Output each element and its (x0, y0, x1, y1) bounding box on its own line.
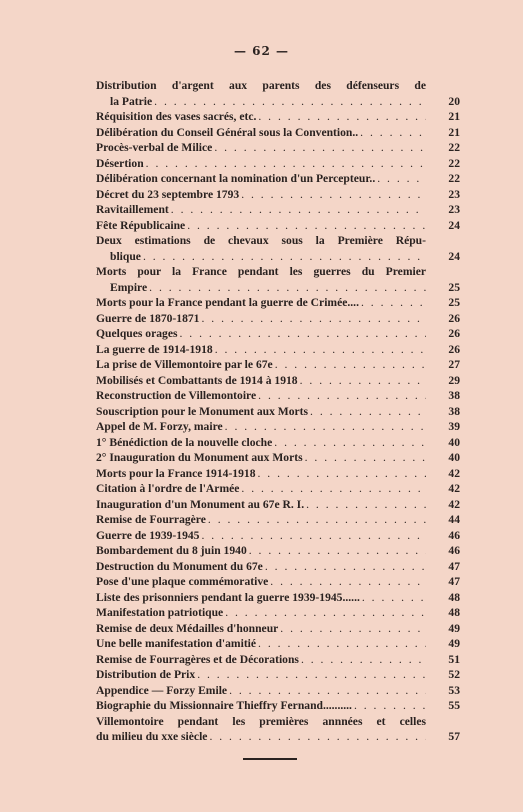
toc-entry-page: 22 (448, 172, 460, 185)
toc-entry-page: 22 (448, 156, 460, 170)
toc-entry (96, 435, 460, 451)
dot-leader (143, 249, 426, 265)
dot-leader (179, 326, 426, 342)
toc-entry-title: Distribution de Prix (96, 668, 196, 681)
toc-entry-page: 49 (448, 637, 460, 650)
toc-entry (96, 481, 460, 497)
toc-entry-title: Bombardement du 8 juin 1940 (96, 544, 247, 557)
toc-entry-title: Manifestation patriotique (96, 606, 224, 619)
toc-entry-title-line: Morts pour la France pendant les guerres du Premier (96, 265, 426, 278)
toc-entry-page: 20 (448, 94, 460, 108)
toc-entry-page: 42 (448, 482, 460, 495)
dot-leader (354, 698, 426, 714)
toc-entry-title: Mobilisés et Combattants de 1914 à 1918 (96, 373, 298, 387)
toc-entry-title: Ravitaillement (96, 203, 169, 216)
dot-leader (377, 171, 426, 187)
toc-entry-title: Procès-verbal de Milice (96, 141, 213, 154)
toc-entry (96, 388, 460, 404)
dot-leader (249, 543, 426, 559)
toc-entry-page: 47 (448, 575, 460, 588)
toc-entry-title: Pose d'une plaque commémorative (96, 575, 269, 588)
toc-entry-title: Citation à l'ordre de l'Armée (96, 482, 240, 495)
toc-entry-title-line: Villemontoire pendant les premières annnées et celles (96, 714, 426, 728)
dot-leader (225, 605, 426, 621)
toc-entry-title: Empire (110, 280, 148, 294)
dot-leader (187, 218, 426, 234)
toc-entry-page: 42 (448, 497, 460, 511)
toc-entry (96, 357, 460, 373)
dot-leader (229, 683, 426, 699)
toc-entry-page: 25 (448, 296, 460, 309)
toc-entry (96, 187, 460, 203)
toc-entry (96, 559, 460, 575)
dot-leader (225, 419, 426, 435)
dot-leader (258, 466, 427, 482)
dot-leader (197, 667, 426, 683)
toc-entry (96, 543, 460, 559)
dot-leader (241, 481, 426, 497)
dot-leader (209, 729, 426, 745)
toc-entry-title: Inauguration d'un Monument au 67e R. I. (96, 497, 305, 511)
toc-entry (96, 450, 460, 466)
toc-entry (96, 497, 460, 513)
toc-entry (96, 419, 460, 435)
toc-entry-page: 47 (448, 559, 460, 573)
toc-entry-title-line: Distribution d'argent aux parents des défenseurs de (96, 79, 426, 92)
toc-entry (96, 326, 460, 342)
toc-entry-page: 26 (448, 327, 460, 340)
dot-leader (310, 404, 426, 420)
toc-entry (96, 636, 460, 652)
toc-entry (96, 512, 460, 528)
toc-entry-page: 29 (448, 373, 460, 387)
dot-leader (360, 125, 426, 141)
toc-entry-page: 26 (448, 311, 460, 325)
toc-entry-page: 57 (448, 730, 460, 743)
toc-entry (96, 78, 460, 109)
toc-entry-page: 40 (448, 451, 460, 464)
toc-entry-page: 22 (448, 141, 460, 154)
toc-entry (96, 590, 460, 606)
closing-rule (243, 758, 297, 760)
toc-entry-page: 26 (448, 342, 460, 356)
toc-entry (96, 295, 460, 311)
toc-entry-title-line: Deux estimations de chevaux sous la Première Répu- (96, 234, 426, 247)
dot-leader (258, 109, 426, 125)
toc-entry (96, 466, 460, 482)
toc-entry-page: 21 (448, 110, 460, 123)
toc-entry-title: Souscription pour le Monument aux Morts (96, 404, 309, 418)
toc-entry (96, 621, 460, 637)
dot-leader (306, 497, 426, 513)
dot-leader (301, 652, 426, 668)
toc-entry-page: 46 (448, 544, 460, 557)
toc-entry-page: 40 (448, 435, 460, 449)
toc-entry-title: Appel de M. Forzy, maire (96, 420, 223, 433)
toc-entry-page: 24 (448, 249, 460, 263)
toc-entry-page: 49 (448, 621, 460, 635)
page-number: — 62 — (233, 44, 290, 58)
toc-entry-page: 52 (448, 668, 460, 681)
toc-entry (96, 218, 460, 234)
toc-entry-page: 27 (448, 358, 460, 371)
dot-leader (274, 435, 426, 451)
dot-leader (241, 187, 426, 203)
dot-leader (275, 357, 426, 373)
toc-entry (96, 698, 460, 714)
toc-entry (96, 109, 460, 125)
toc-entry-title: 2° Inauguration du Monument aux Morts (96, 451, 303, 464)
dot-leader (208, 512, 426, 528)
toc-entry-page: 25 (448, 280, 460, 294)
dot-leader (171, 202, 426, 218)
toc-entry-page: 48 (448, 606, 460, 619)
toc-entry-page: 53 (448, 683, 460, 697)
toc-entry (96, 574, 460, 590)
toc-entry-title: Une belle manifestation d'amitié (96, 637, 257, 650)
toc-entry-title: Appendice — Forzy Emile (96, 683, 228, 697)
toc-entry (96, 714, 460, 745)
toc-entry-title: blique (110, 249, 141, 263)
dot-leader (270, 574, 426, 590)
toc-entry-title: Guerre de 1870-1871 (96, 311, 200, 325)
toc-entry-title: du milieu du xxe siècle (96, 730, 208, 743)
toc-entry-title: Décret du 23 septembre 1793 (96, 187, 240, 201)
toc-entry (96, 404, 460, 420)
toc-entry-page: 24 (448, 218, 460, 232)
toc-entry-title: Guerre de 1939-1945 (96, 528, 200, 542)
toc-entry-title: Reconstruction de Villemontoire (96, 389, 257, 402)
toc-entry-page: 23 (448, 187, 460, 201)
dot-leader (154, 94, 426, 110)
toc-entry-title: Remise de deux Médailles d'honneur (96, 621, 279, 635)
toc-entry-title: Réquisition des vases sacrés, etc. (96, 110, 257, 123)
toc-entry (96, 171, 460, 187)
table-of-contents (96, 78, 460, 745)
toc-entry (96, 311, 460, 327)
toc-entry (96, 156, 460, 172)
toc-entry-title: Délibération du Conseil Général sous la Convention.. (96, 125, 359, 139)
dot-leader (300, 373, 426, 389)
toc-entry-page: 44 (448, 513, 460, 526)
toc-entry-page: 42 (448, 466, 460, 480)
toc-entry (96, 667, 460, 683)
toc-entry-page: 48 (448, 590, 460, 604)
toc-entry-title: la Patrie (110, 94, 153, 108)
toc-entry-page: 46 (448, 528, 460, 542)
toc-entry-title: Biographie du Missionnaire Thieffry Fernand.......... (96, 699, 352, 712)
toc-entry (96, 125, 460, 141)
toc-entry-title: Remise de Fourragère (96, 513, 206, 526)
toc-entry-title: Destruction du Monument du 67e (96, 559, 263, 573)
toc-entry-page: 38 (448, 389, 460, 402)
toc-entry-page: 21 (448, 125, 460, 139)
toc-entry-title: Morts pour la France 1914-1918 (96, 466, 256, 480)
toc-entry (96, 264, 460, 295)
toc-entry-title: Fête Républicaine (96, 218, 186, 232)
toc-entry-page: 51 (448, 652, 460, 666)
toc-entry-page: 38 (448, 404, 460, 418)
toc-entry-page: 55 (448, 699, 460, 712)
dot-leader (280, 621, 426, 637)
toc-entry-page: 23 (448, 203, 460, 216)
toc-entry-title: Morts pour la France pendant la guerre de Crimée.... (96, 296, 359, 309)
toc-entry-title: Remise de Fourragères et de Décorations (96, 652, 299, 666)
dot-leader (265, 559, 426, 575)
dot-leader (258, 636, 426, 652)
toc-entry-title: La prise de Villemontoire par le 67e (96, 358, 273, 371)
toc-entry (96, 528, 460, 544)
toc-entry (96, 652, 460, 668)
dot-leader (362, 590, 426, 606)
toc-entry-title: La guerre de 1914-1918 (96, 342, 213, 356)
dot-leader (201, 528, 426, 544)
toc-entry-title: Désertion (96, 156, 144, 170)
dot-leader (146, 156, 426, 172)
toc-entry-title: Liste des prisonniers pendant la guerre 1939-1945...... (96, 590, 360, 604)
dot-leader (215, 342, 426, 358)
toc-entry (96, 342, 460, 358)
dot-leader (214, 140, 426, 156)
toc-entry-title: 1° Bénédiction de la nouvelle cloche (96, 435, 273, 449)
dot-leader (305, 450, 426, 466)
toc-entry-title: Délibération concernant la nomination d'un Percepteur.. (96, 172, 376, 185)
dot-leader (258, 388, 426, 404)
toc-entry (96, 140, 460, 156)
toc-entry (96, 233, 460, 264)
toc-entry (96, 683, 460, 699)
dot-leader (149, 280, 426, 296)
toc-entry-title: Quelques orages (96, 327, 178, 340)
toc-entry (96, 605, 460, 621)
toc-entry (96, 373, 460, 389)
toc-entry-page: 39 (448, 420, 460, 433)
dot-leader (361, 295, 426, 311)
toc-entry (96, 202, 460, 218)
dot-leader (201, 311, 426, 327)
